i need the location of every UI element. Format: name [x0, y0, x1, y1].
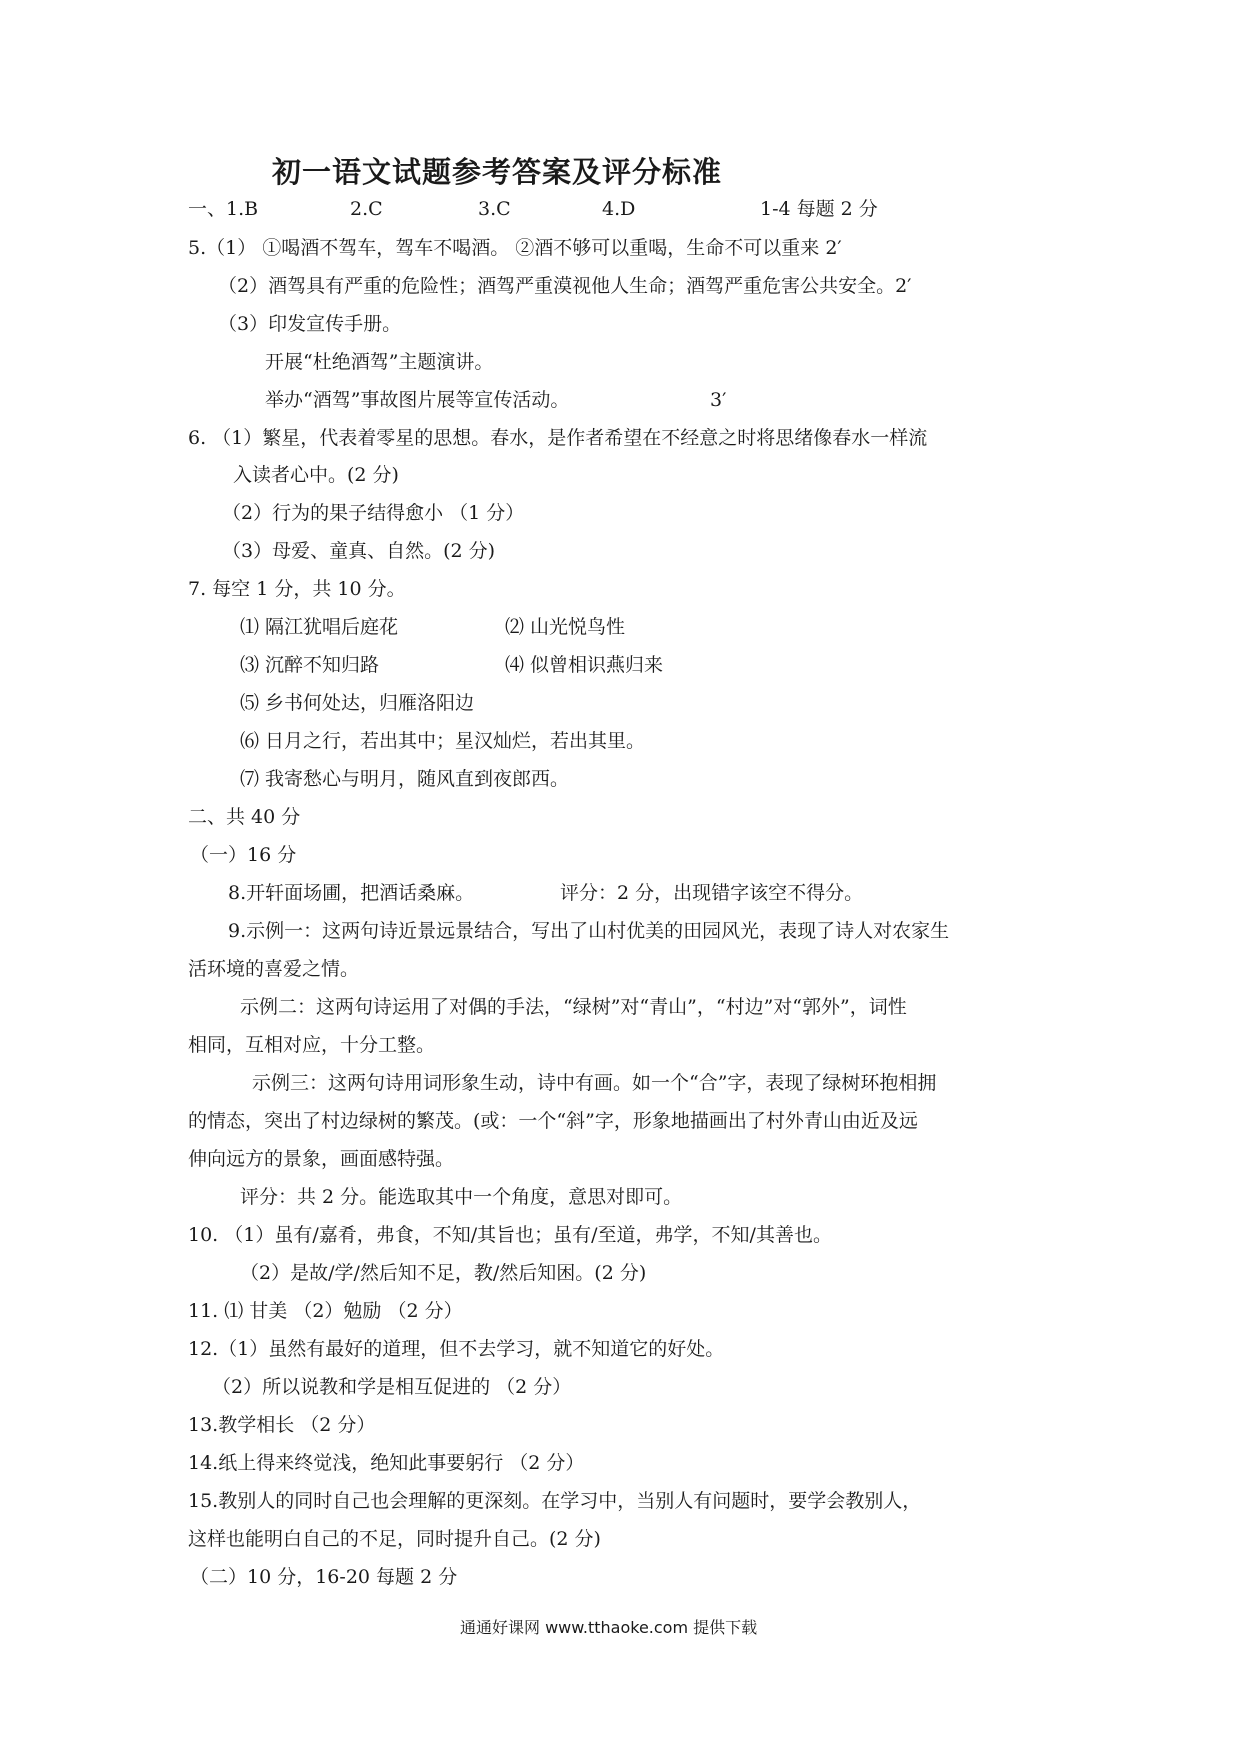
q8-score: 评分：2 分，出现错字该空不得分。 [560, 882, 864, 904]
q9-line-2: 活环境的喜爱之情。 [188, 958, 360, 980]
q5-line-5: 举办“酒驾”事故图片展等宣传活动。 [265, 389, 570, 411]
q7-item-1: ⑴ 隔江犹唱后庭花 [240, 616, 399, 638]
answer-2: 2.C [350, 198, 383, 220]
q8-answer: 8.开轩面场圃，把酒话桑麻。 [228, 882, 475, 904]
page-title: 初一语文试题参考答案及评分标准 [272, 155, 723, 189]
q9-line-3: 示例二：这两句诗运用了对偶的手法，“绿树”对“青山”，“村边”对“郭外”，词性 [240, 996, 907, 1018]
q9-line-6: 的情态，突出了村边绿树的繁茂。(或：一个“斜”字，形象地描画出了村外青山由近及远 [188, 1110, 918, 1132]
q13-answer: 13.教学相长 （2 分） [188, 1414, 376, 1436]
q5-line-5-score: 3′ [710, 389, 727, 411]
q9-line-1: 9.示例一：这两句诗近景远景结合，写出了山村优美的田园风光，表现了诗人对农家生 [228, 920, 950, 942]
q12-line-1: 12.（1）虽然有最好的道理，但不去学习，就不知道它的好处。 [188, 1338, 725, 1360]
q5-line-3: （3）印发宣传手册。 [218, 313, 402, 335]
subsection-2-header: （二）10 分，16-20 每题 2 分 [190, 1566, 458, 1588]
q6-line-1: 6. （1）繁星，代表着零星的思想。春水，是作者希望在不经意之时将思绪像春水一样流 [188, 427, 928, 449]
q7-item-4: ⑷ 似曾相识燕归来 [505, 654, 664, 676]
answer-1-4-score: 1-4 每题 2 分 [760, 198, 878, 220]
q6-line-4: （3）母爱、童真、自然。(2 分) [222, 540, 496, 562]
q7-item-5: ⑸ 乡书何处达，归雁洛阳边 [240, 692, 475, 714]
q5-line-4: 开展“杜绝酒驾”主题演讲。 [265, 351, 494, 373]
answer-1: 一、1.B [188, 198, 259, 220]
q9-line-7: 伸向远方的景象，画面感特强。 [188, 1148, 455, 1170]
q9-line-4: 相同，互相对应，十分工整。 [188, 1034, 436, 1056]
answer-3: 3.C [478, 198, 511, 220]
answer-4: 4.D [602, 198, 636, 220]
section-2-header: 二、共 40 分 [188, 806, 301, 828]
q7-header: 7. 每空 1 分，共 10 分。 [188, 578, 406, 600]
subsection-1-header: （一）16 分 [190, 844, 297, 866]
q6-line-3: （2）行为的果子结得愈小 （1 分） [222, 502, 525, 524]
q7-item-7: ⑺ 我寄愁心与明月，随风直到夜郎西。 [240, 768, 570, 790]
q11-answer: 11. ⑴ 甘美 （2）勉励 （2 分） [188, 1300, 463, 1322]
q9-scoring: 评分：共 2 分。能选取其中一个角度，意思对即可。 [240, 1186, 683, 1208]
q6-line-2: 入读者心中。(2 分) [233, 464, 399, 486]
q10-line-2: （2）是故/学/然后知不足，教/然后知困。(2 分) [240, 1262, 647, 1284]
q10-line-1: 10. （1）虽有/嘉肴，弗食，不知/其旨也；虽有/至道，弗学，不知/其善也。 [188, 1224, 832, 1246]
q7-item-2: ⑵ 山光悦鸟性 [505, 616, 626, 638]
q15-line-2: 这样也能明白自己的不足，同时提升自己。(2 分) [188, 1528, 601, 1550]
q5-line-1: 5.（1） ①喝酒不驾车，驾车不喝酒。 ②酒不够可以重喝，生命不可以重来 2′ [188, 237, 842, 259]
q14-answer: 14.纸上得来终觉浅，绝知此事要躬行 （2 分） [188, 1452, 585, 1474]
q12-line-2: （2）所以说教和学是相互促进的 （2 分） [212, 1376, 572, 1398]
footer-source: 通通好课网 www.tthaoke.com 提供下载 [460, 1618, 758, 1637]
q15-line-1: 15.教别人的同时自己也会理解的更深刻。在学习中，当别人有问题时，要学会教别人， [188, 1490, 922, 1512]
q7-item-6: ⑹ 日月之行，若出其中；星汉灿烂，若出其里。 [240, 730, 646, 752]
q9-line-5: 示例三：这两句诗用词形象生动，诗中有画。如一个“合”字，表现了绿树环抱相拥 [252, 1072, 937, 1094]
q7-item-3: ⑶ 沉醉不知归路 [240, 654, 380, 676]
q5-line-2: （2）酒驾具有严重的危险性；酒驾严重漠视他人生命；酒驾严重危害公共安全。2′ [218, 275, 912, 297]
